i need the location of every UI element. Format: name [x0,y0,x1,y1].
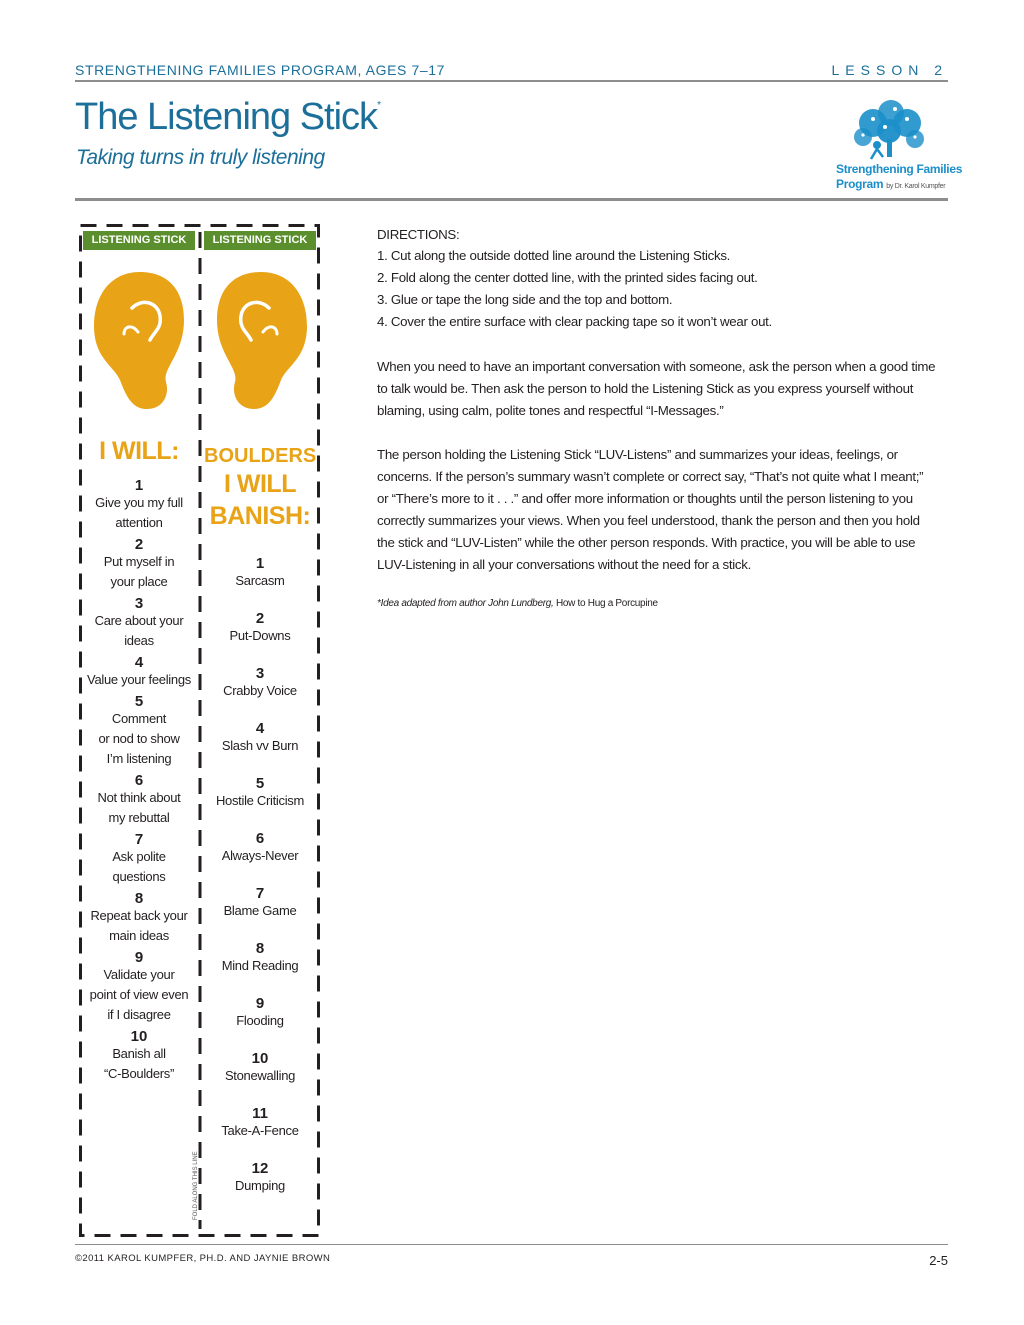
will-item-text: questions [112,869,166,884]
banish-item-number: 5 [255,775,265,792]
will-item-text: Care about your [94,613,184,628]
will-item [83,832,195,887]
page-number: 2-5 [929,1253,948,1268]
banish-item-number: 12 [251,1160,269,1177]
banish-item-number: 7 [255,885,265,902]
banish-heading-1: BOULDERS [204,445,317,467]
banish-item-number: 10 [251,1050,269,1067]
copyright: ©2011 KAROL KUMPFER, PH.D. AND JAYNIE BROWN [75,1253,331,1264]
will-item [83,773,195,828]
will-item [83,655,195,690]
will-item-text: Not think about [97,790,181,805]
will-item-text: my rebuttal [108,810,170,825]
will-item-text: Put myself in [103,554,175,569]
directions-heading: DIRECTIONS: [377,227,460,242]
left-ear-icon [92,268,187,413]
banish-item-text: Crabby Voice [223,683,297,698]
banish-item [204,831,316,886]
paragraph-1: When you need to have an important conversation with someone, ask the person when a good time to talk would be. Then ask the person to hold the Listening Stick as you express yourself without blaming, using calm, polite tones and respectful “I-Messages.” [377,359,936,418]
will-item-number: 3 [134,595,144,612]
will-item-text: I’m listening [106,751,172,766]
title-footnote-mark: * [377,100,380,111]
will-item-number: 10 [130,1028,148,1045]
direction-step: 4. Cover the entire surface with clear packing tape so it won’t wear out. [377,314,772,329]
banish-item-text: Sarcasm [235,573,285,588]
stick-tab-right: LISTENING STICK [204,231,316,250]
directions [377,224,937,333]
header-rule [75,198,948,201]
page-title-text: The Listening Stick [75,96,378,138]
banish-item [204,1161,316,1216]
page-title [75,96,380,139]
paragraph-2: The person holding the Listening Stick “LUV-Listens” and summarizes your ideas, feelings, or concerns. If the person’s summary wasn’t complete or correct say, “That’s not quite what I meant;” or “There’s more to it . . .” and offer more information or thoughts until the person listening to you correctly summarizes your views. When you feel understood, thank the person and then you hold the stick and “LUV-Listen” while the other person responds. With practice, you will be able to use LUV-Listening in all your conversations without the need for a stick. [377,447,924,572]
banish-item [204,611,316,666]
will-item-number: 9 [134,949,144,966]
will-item-text: Ask polite [112,849,166,864]
fold-note: FOLD ALONG THIS LINE [193,1151,199,1220]
banish-item-number: 3 [255,665,265,682]
will-item-number: 4 [134,654,144,671]
will-item-text: “C-Boulders” [103,1066,175,1081]
will-item-text: attention [115,515,163,530]
will-heading: I WILL: [99,437,179,465]
logo-byline: by Dr. Karol Kumpfer [886,183,946,190]
banish-item [204,996,316,1051]
will-item-text: Give you my full [95,495,183,510]
will-item-text: point of view even [89,987,189,1002]
footer-rule [75,1244,948,1245]
will-item-text: Validate your [103,967,175,982]
banish-item-text: Blame Game [223,903,297,918]
will-list [83,478,195,1088]
will-item-text: Repeat back your [90,908,188,923]
lesson-label: LESSON 2 [831,62,948,78]
will-item [83,478,195,533]
source-note [377,597,937,611]
banish-item [204,1051,316,1106]
banish-item-text: Mind Reading [221,958,299,973]
banish-item [204,666,316,721]
banish-heading-2: I WILL [224,470,296,498]
will-item-number: 2 [134,536,144,553]
banish-item-text: Dumping [235,1178,285,1193]
will-item [83,950,195,1025]
top-rule [75,80,948,82]
logo-name: Strengthening Families [836,162,963,176]
will-item-text: Value your feelings [87,672,191,687]
will-item-text: if I disagree [107,1007,171,1022]
banish-item-number: 9 [255,995,265,1012]
banish-item [204,721,316,776]
direction-step: 1. Cut along the outside dotted line around the Listening Sticks. [377,248,731,263]
banish-item-number: 8 [255,940,265,957]
banish-item-text: Put-Downs [229,628,291,643]
will-item-text: ideas [124,633,154,648]
right-ear-icon [214,268,309,413]
direction-step: 3. Glue or tape the long side and the top and bottom. [377,292,673,307]
logo-program [836,177,945,191]
banish-item [204,886,316,941]
program-title: STRENGTHENING FAMILIES PROGRAM, AGES 7–17 [75,62,446,78]
source-note-italic: *Idea adapted from author John Lundberg, [377,598,554,609]
logo-program-word: Program [836,177,884,191]
source-note-title: How to Hug a Porcupine [555,598,658,609]
banish-item [204,1106,316,1161]
will-item-text: Banish all [112,1046,166,1061]
banish-item-number: 2 [255,610,265,627]
will-item-number: 5 [134,693,144,710]
will-item [83,596,195,651]
banish-item-text: Always-Never [221,848,299,863]
will-item [83,694,195,769]
banish-item-number: 11 [252,1105,268,1122]
will-item-number: 6 [134,772,144,789]
will-item-number: 1 [134,477,144,494]
banish-item-text: Hostile Criticism [215,793,305,808]
banish-item-number: 1 [255,555,265,572]
direction-step: 2. Fold along the center dotted line, with the printed sides facing out. [377,270,758,285]
will-item-text: or nod to show [98,731,180,746]
banish-item-text: Take-A-Fence [221,1123,299,1138]
banish-item [204,776,316,831]
will-item-text: Comment [111,711,167,726]
will-item [83,891,195,946]
banish-item [204,556,316,611]
banish-item-text: Stonewalling [224,1068,296,1083]
will-item-text: main ideas [109,928,169,943]
banish-list [204,556,316,1216]
banish-heading [204,444,316,532]
banish-item-number: 4 [255,720,265,737]
banish-item-text: Slash vv Burn [221,738,299,753]
banish-item-number: 6 [255,830,265,847]
will-item-number: 7 [134,831,144,848]
will-item [83,1029,195,1084]
banish-item-text: Flooding [236,1013,284,1028]
page-subtitle: Taking turns in truly listening [76,146,325,169]
banish-item [204,941,316,996]
will-item-number: 8 [134,890,144,907]
will-item-text: your place [110,574,168,589]
will-item [83,537,195,592]
banish-heading-3: BANISH: [209,502,311,530]
stick-tab-left: LISTENING STICK [83,231,195,250]
